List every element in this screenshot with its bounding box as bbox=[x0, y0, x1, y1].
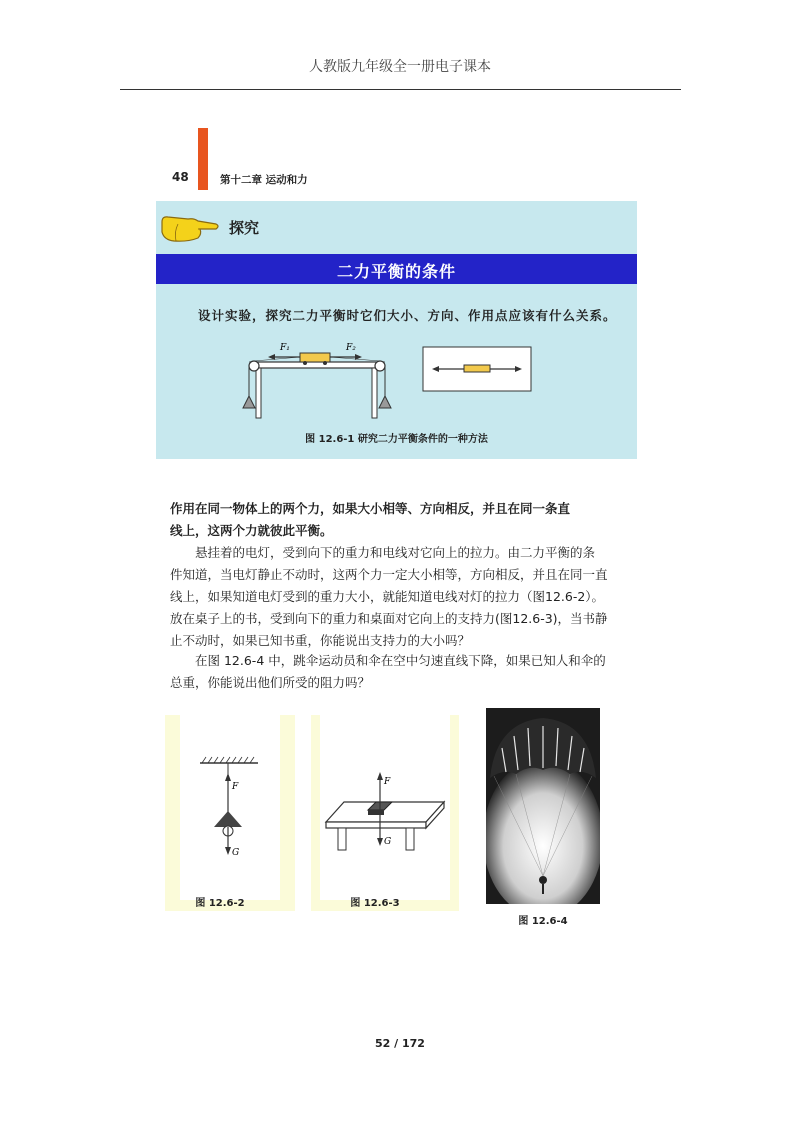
pointing-hand-icon bbox=[158, 212, 222, 246]
force-label-f2: F₂ bbox=[346, 343, 356, 353]
paragraph-parachute bbox=[170, 650, 640, 694]
chapter-color-bar bbox=[198, 128, 208, 190]
two-force-experiment-diagram bbox=[236, 336, 400, 422]
force-label-g: G bbox=[232, 848, 240, 858]
paragraph-lamp-book bbox=[170, 542, 640, 652]
figure-caption-12-6-1: 图 12.6-1 研究二力平衡条件的一种方法 bbox=[305, 434, 488, 445]
text-line: 作用在同一物体上的两个力，如果大小相等、方向相反，并且在同一条直 bbox=[170, 501, 571, 516]
header-divider bbox=[120, 89, 681, 90]
text-line: 在图 12.6-4 中，跳伞运动员和伞在空中匀速直线下降，如果已知人和伞的 bbox=[170, 653, 606, 668]
figure-caption-12-6-4: 图 12.6-4 bbox=[518, 916, 568, 927]
text-line: 放在桌子上的书，受到向下的重力和桌面对它向上的支持力(图12.6-3)，当书静 bbox=[170, 611, 608, 626]
text-line: 件知道，当电灯静止不动时，这两个力一定大小相等，方向相反，并且在同一直 bbox=[170, 567, 608, 582]
book-page-number: 48 bbox=[172, 170, 189, 184]
document-page-indicator: 52 / 172 bbox=[375, 1037, 425, 1050]
force-label-g: G bbox=[384, 837, 392, 847]
text-line: 悬挂着的电灯，受到向下的重力和电线对它向上的拉力。由二力平衡的条 bbox=[170, 545, 596, 560]
text-line: 总重，你能说出他们所受的阻力吗？ bbox=[170, 675, 371, 690]
text-line: 止不动时，如果已知书重，你能说出支持力的大小吗？ bbox=[170, 633, 471, 648]
figure-caption-12-6-2: 图 12.6-2 bbox=[195, 898, 245, 909]
force-label-f: F bbox=[232, 782, 239, 792]
principle-statement bbox=[170, 498, 640, 542]
hanging-lamp-diagram bbox=[180, 755, 280, 865]
force-label-f: F bbox=[384, 777, 391, 787]
force-balance-inset-diagram bbox=[422, 346, 532, 392]
inquiry-instruction: 设计实验，探究二力平衡时它们大小、方向、作用点应该有什么关系。 bbox=[198, 308, 617, 323]
inquiry-title: 二力平衡的条件 bbox=[336, 262, 456, 281]
force-label-f1: F₁ bbox=[280, 343, 290, 353]
chapter-title: 第十二章 运动和力 bbox=[220, 174, 308, 186]
text-line: 线上，这两个力就彼此平衡。 bbox=[170, 523, 333, 538]
document-header-title: 人教版九年级全一册电子课本 bbox=[309, 59, 491, 75]
book-on-table-diagram bbox=[320, 770, 450, 860]
parachute-photo bbox=[486, 708, 600, 904]
parachute-illustration bbox=[486, 708, 600, 904]
text-line: 线上，如果知道电灯受到的重力大小，就能知道电线对灯的拉力（图12.6-2）。 bbox=[170, 589, 605, 604]
inquiry-label: 探究 bbox=[229, 219, 260, 237]
figure-caption-12-6-3: 图 12.6-3 bbox=[350, 898, 400, 909]
